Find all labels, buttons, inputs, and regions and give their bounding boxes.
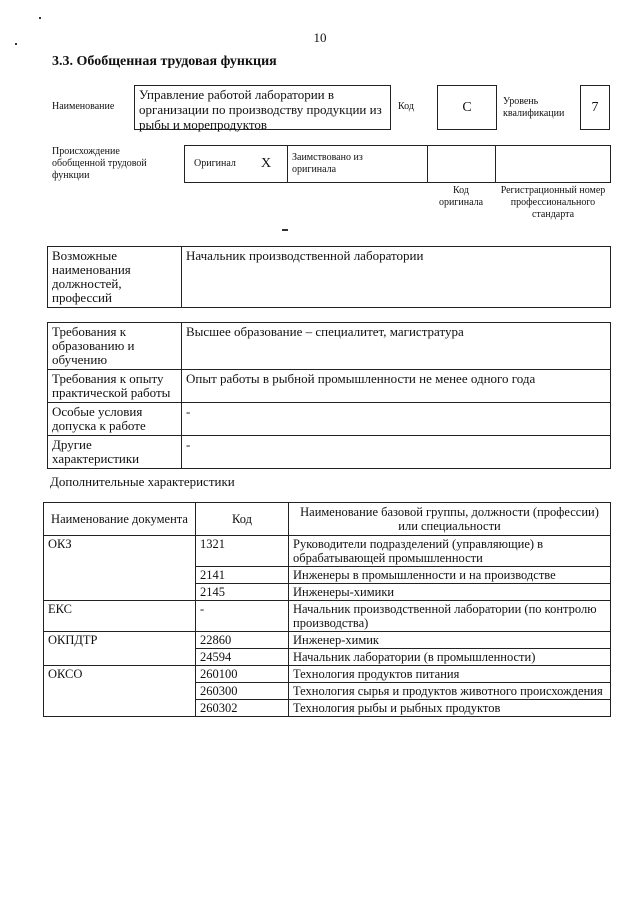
requirement-label: Другие характеристики xyxy=(48,436,182,469)
requirement-label: Требования к опыту практической работы xyxy=(48,370,182,403)
requirement-value: Опыт работы в рыбной промышленности не менее одного года xyxy=(182,370,611,403)
code-cell: 22860 xyxy=(196,632,289,649)
code-label: Код xyxy=(398,101,414,112)
name-cell: Руководители подразделений (управляющие) в обрабатывающей промышленности xyxy=(289,536,611,567)
requirement-label: Особые условия допуска к работе xyxy=(48,403,182,436)
scan-speck xyxy=(15,43,17,45)
table-row xyxy=(44,536,611,567)
code-value: С xyxy=(462,100,472,115)
possible-names-table xyxy=(47,246,611,308)
level-label: Уровень квалификации xyxy=(503,96,565,119)
name-cell: Начальник лаборатории (в промышленности) xyxy=(289,649,611,666)
requirement-value: Высшее образование – специалитет, магистратура xyxy=(182,323,611,370)
doc-cell: ОКСО xyxy=(44,666,196,717)
code-cell: - xyxy=(196,601,289,632)
name-cell: Технология сырья и продуктов животного происхождения xyxy=(289,683,611,700)
origin-divider xyxy=(287,146,288,182)
reg-number-label: Регистрационный номер профессионального стандарта xyxy=(500,185,606,220)
original-label: Оригинал xyxy=(194,158,236,169)
function-name-value: Управление работой лаборатории в организации по производству продукции из рыбы и морепродуктов xyxy=(139,87,382,132)
requirements-table xyxy=(47,322,611,469)
name-cell: Инженер-химик xyxy=(289,632,611,649)
level-box xyxy=(580,85,610,130)
code-cell: 2145 xyxy=(196,584,289,601)
table-row xyxy=(48,403,611,436)
level-value: 7 xyxy=(591,100,599,115)
doc-cell: ОКЗ xyxy=(44,536,196,601)
code-cell: 260300 xyxy=(196,683,289,700)
code-original-label: Код оригинала xyxy=(438,185,484,208)
code-cell: 260302 xyxy=(196,700,289,717)
doc-cell: ОКПДТР xyxy=(44,632,196,666)
code-cell: 260100 xyxy=(196,666,289,683)
code-cell: 1321 xyxy=(196,536,289,567)
column-header: Наименование документа xyxy=(44,503,196,536)
additional-table xyxy=(43,502,611,717)
table-row xyxy=(48,370,611,403)
page-number: 10 xyxy=(313,30,327,45)
table-row xyxy=(44,601,611,632)
code-cell: 24594 xyxy=(196,649,289,666)
name-cell: Инженеры-химики xyxy=(289,584,611,601)
requirement-value: - xyxy=(182,403,611,436)
origin-divider xyxy=(427,146,428,182)
name-label: Наименование xyxy=(52,101,115,112)
doc-cell: ЕКС xyxy=(44,601,196,632)
section-title: 3.3. Обобщенная трудовая функция xyxy=(52,54,277,69)
table-row xyxy=(48,247,611,308)
table-header-row xyxy=(44,503,611,536)
table-row xyxy=(48,323,611,370)
scan-mark xyxy=(282,229,288,231)
name-cell: Технология продуктов питания xyxy=(289,666,611,683)
origin-divider xyxy=(495,146,496,182)
requirement-value: - xyxy=(182,436,611,469)
original-mark: X xyxy=(261,156,272,171)
name-cell: Технология рыбы и рыбных продуктов xyxy=(289,700,611,717)
table-row xyxy=(44,666,611,683)
table-row xyxy=(48,436,611,469)
code-box xyxy=(437,85,497,130)
origin-box xyxy=(184,145,611,183)
code-cell: 2141 xyxy=(196,567,289,584)
requirement-label: Требования к образованию и обучению xyxy=(48,323,182,370)
additional-title: Дополнительные характеристики xyxy=(50,474,235,489)
possible-names-label: Возможные наименования должностей, профессий xyxy=(48,247,182,308)
origin-label: Происхождение обобщенной трудовой функции xyxy=(52,146,147,181)
column-header: Код xyxy=(196,503,289,536)
possible-names-value: Начальник производственной лаборатории xyxy=(182,247,611,308)
name-cell: Начальник производственной лаборатории (по контролю производства) xyxy=(289,601,611,632)
scan-speck xyxy=(39,17,41,19)
name-cell: Инженеры в промышленности и на производстве xyxy=(289,567,611,584)
column-header: Наименование базовой группы, должности (профессии) или специальности xyxy=(289,503,611,536)
function-name-box xyxy=(134,85,391,130)
table-row xyxy=(44,632,611,649)
borrowed-label: Заимствовано из оригинала xyxy=(292,152,363,175)
